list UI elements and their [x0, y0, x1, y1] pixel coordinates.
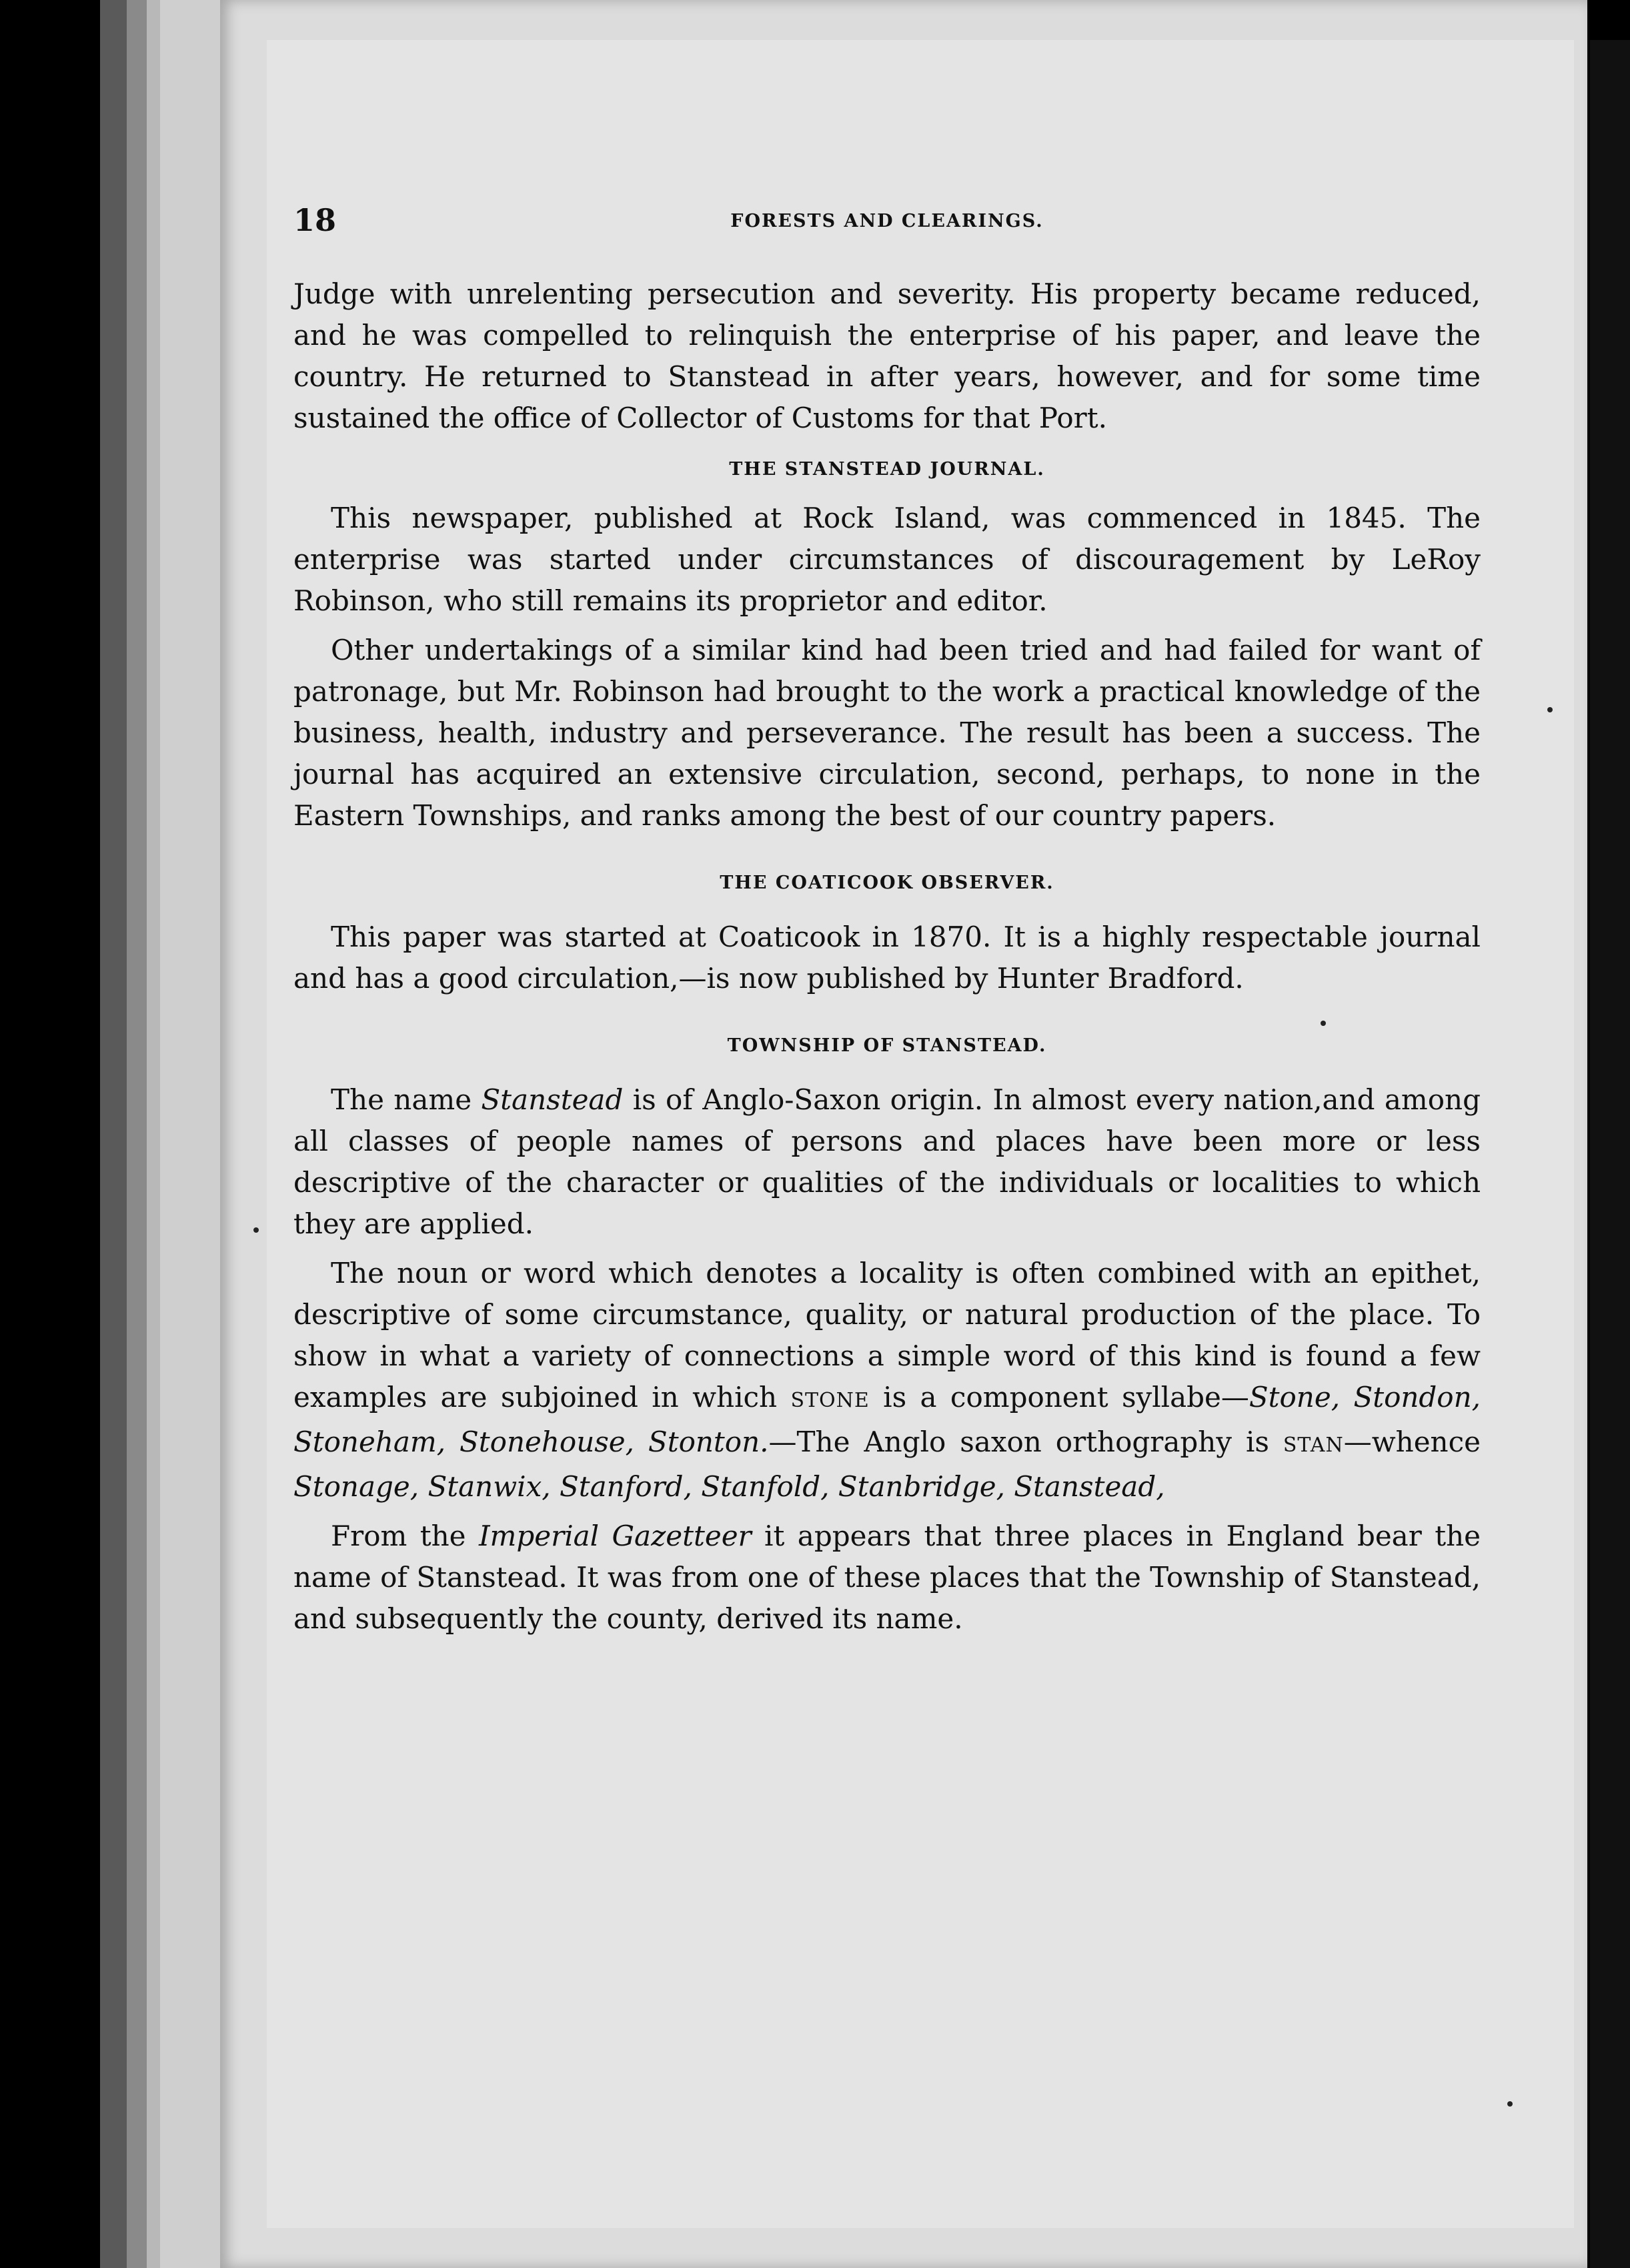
text-run: —The Anglo saxon orthography is: [768, 1426, 1283, 1458]
journal-paragraph-1: This newspaper, published at Rock Island, was commenced in 1845. The enterprise was started under circumstances of discouragement by LeRoy Robinson, who still remains its proprietor and editor.: [293, 502, 1481, 617]
text-run: The noun or word which denotes a locality is often combined with an epithet, descriptive of some circumstance, quality, or natural production of the place. To show in what a variety of connections a simple word of this kind is found a few examples are subjoined in which: [293, 1257, 1481, 1413]
text-run: is a component syllabe—: [869, 1381, 1249, 1413]
page-edge: [100, 0, 127, 2268]
township-paragraph-2: [293, 1253, 1481, 1508]
dust-speck: [1321, 1021, 1326, 1026]
text-run: it appears that three places in England bear the name of Stanstead. It was from one of these places that the Township of Stanstead, and subsequently the county, derived its name.: [293, 1520, 1481, 1635]
small-caps-term: STAN: [1283, 1434, 1344, 1457]
italic-examples: Stonage, Stanwix, Stanford, Stanfold, Stanbridge, Stanstead,: [293, 1470, 1165, 1503]
page-header: [293, 200, 1481, 273]
running-title: FORESTS AND CLEARINGS.: [730, 211, 1044, 231]
italic-examples: Stone, Stondon, Stoneham, Stonehouse, Stonton.: [293, 1381, 1481, 1458]
text-run: From the: [331, 1520, 479, 1552]
intro-paragraph: Judge with unrelenting persecution and severity. His property became reduced, and he was compelled to relinquish the enterprise of his paper, and leave the country. He returned to Stanstead in after years, however, and for some time sustained the office of Collector of Customs for that Port.: [293, 277, 1481, 434]
page-edge: [127, 0, 147, 2268]
page-content: [293, 200, 1481, 1640]
italic-term: Stanstead: [481, 1083, 624, 1116]
page-number: 18: [293, 202, 337, 238]
observer-paragraph-1: This paper was started at Coaticook in 1870. It is a highly respectable journal and has a good circulation,—is now published by Hunter Bradford.: [293, 921, 1481, 995]
journal-paragraph-2: Other undertakings of a similar kind had been tried and had failed for want of patronage, but Mr. Robinson had brought to the work a practical knowledge of the business, health, industry and perseverance. The result has been a success. The journal has acquired an extensive circulation, second, perhaps, to none in the Eastern Townships, and ranks among the best of our country papers.: [293, 634, 1481, 832]
section-heading-township: TOWNSHIP OF STANSTEAD.: [727, 1035, 1047, 1056]
section-heading-journal: THE STANSTEAD JOURNAL.: [729, 459, 1045, 480]
text-run: The name: [331, 1083, 482, 1116]
dust-speck: [1547, 707, 1553, 712]
small-caps-term: STONE: [790, 1389, 870, 1412]
italic-title: Imperial Gazetteer: [478, 1520, 752, 1552]
section-heading-observer: THE COATICOOK OBSERVER.: [720, 873, 1054, 893]
township-paragraph-3: [293, 1516, 1481, 1640]
dust-speck: [253, 1227, 259, 1233]
text-run: is of Anglo-Saxon origin. In almost every nation,and among all classes of people names of persons and places have been more or less descriptive of the character or qualities of the individuals or localities to which they are applied.: [293, 1083, 1481, 1240]
township-paragraph-1: [293, 1079, 1481, 1245]
scan-border: [1590, 40, 1630, 2268]
text-run: —whence: [1343, 1426, 1481, 1458]
dust-speck: [1507, 2101, 1513, 2107]
page-edge: [147, 0, 160, 2268]
